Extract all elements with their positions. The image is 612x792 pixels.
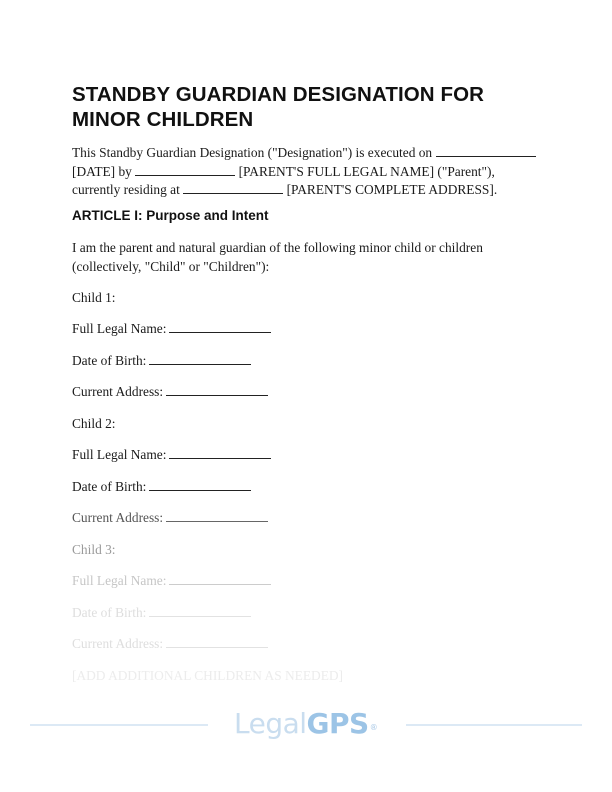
article-1-paragraph: I am the parent and natural guardian of the following minor child or children (collectively, "Child" or "Children"): (72, 240, 483, 274)
child-3-dob-field[interactable] (149, 605, 251, 617)
child-1-dob-row (72, 353, 251, 369)
field-label: Full Legal Name: (72, 573, 167, 588)
logo-text-legal: Legal (234, 707, 307, 740)
field-label: Date of Birth: (72, 479, 147, 494)
intro-text-1: This Standby Guardian Designation ("Designation") is executed on (72, 145, 433, 160)
field-label: Current Address: (72, 384, 164, 399)
field-label: Full Legal Name: (72, 447, 167, 462)
child-1-name-row (72, 321, 271, 337)
registered-mark-icon: ® (369, 723, 378, 732)
child-2-address-field[interactable] (166, 510, 268, 522)
intro-text-3: [PARENT'S FULL LEGAL NAME] ("Parent"), currently residing at (72, 163, 495, 197)
field-label: Current Address: (72, 636, 164, 651)
logo-text-gps: GPS (306, 707, 369, 740)
field-label: Date of Birth: (72, 605, 147, 620)
child-2-name-field[interactable] (169, 447, 271, 459)
parent-address-blank[interactable] (183, 182, 283, 194)
field-label: Current Address: (72, 510, 164, 525)
additional-children-note: [ADD ADDITIONAL CHILDREN AS NEEDED] (72, 668, 344, 683)
child-3-name-field[interactable] (169, 573, 271, 585)
child-2-dob-row (72, 479, 251, 495)
article-1-heading: ARTICLE I: Purpose and Intent (72, 208, 269, 223)
intro-paragraph (72, 144, 542, 200)
intro-text-4: [PARENT'S COMPLETE ADDRESS]. (286, 182, 498, 197)
child-1-address-row (72, 384, 268, 400)
child-2-name-row (72, 447, 271, 463)
child-1-name-field[interactable] (169, 321, 271, 333)
date-blank[interactable] (436, 145, 536, 157)
child-2-address-row (72, 510, 268, 526)
document-title: STANDBY GUARDIAN DESIGNATION FOR MINOR CHILDREN (72, 83, 485, 131)
child-1-label: Child 1: (72, 290, 116, 305)
footer-rule-left (30, 724, 208, 726)
field-label: Date of Birth: (72, 353, 147, 368)
field-label: Full Legal Name: (72, 321, 167, 336)
child-3-name-row (72, 573, 271, 589)
footer-rule-right (406, 724, 582, 726)
child-3-dob-row (72, 605, 251, 621)
child-3-address-row (72, 636, 268, 652)
child-2-dob-field[interactable] (149, 479, 251, 491)
child-3-address-field[interactable] (166, 636, 268, 648)
child-3-label: Child 3: (72, 542, 116, 557)
child-2-label: Child 2: (72, 416, 116, 431)
parent-name-blank[interactable] (135, 164, 235, 176)
child-1-dob-field[interactable] (149, 353, 251, 365)
legalgps-logo[interactable] (234, 707, 377, 741)
child-1-address-field[interactable] (166, 384, 268, 396)
intro-text-2: [DATE] by (72, 163, 132, 179)
